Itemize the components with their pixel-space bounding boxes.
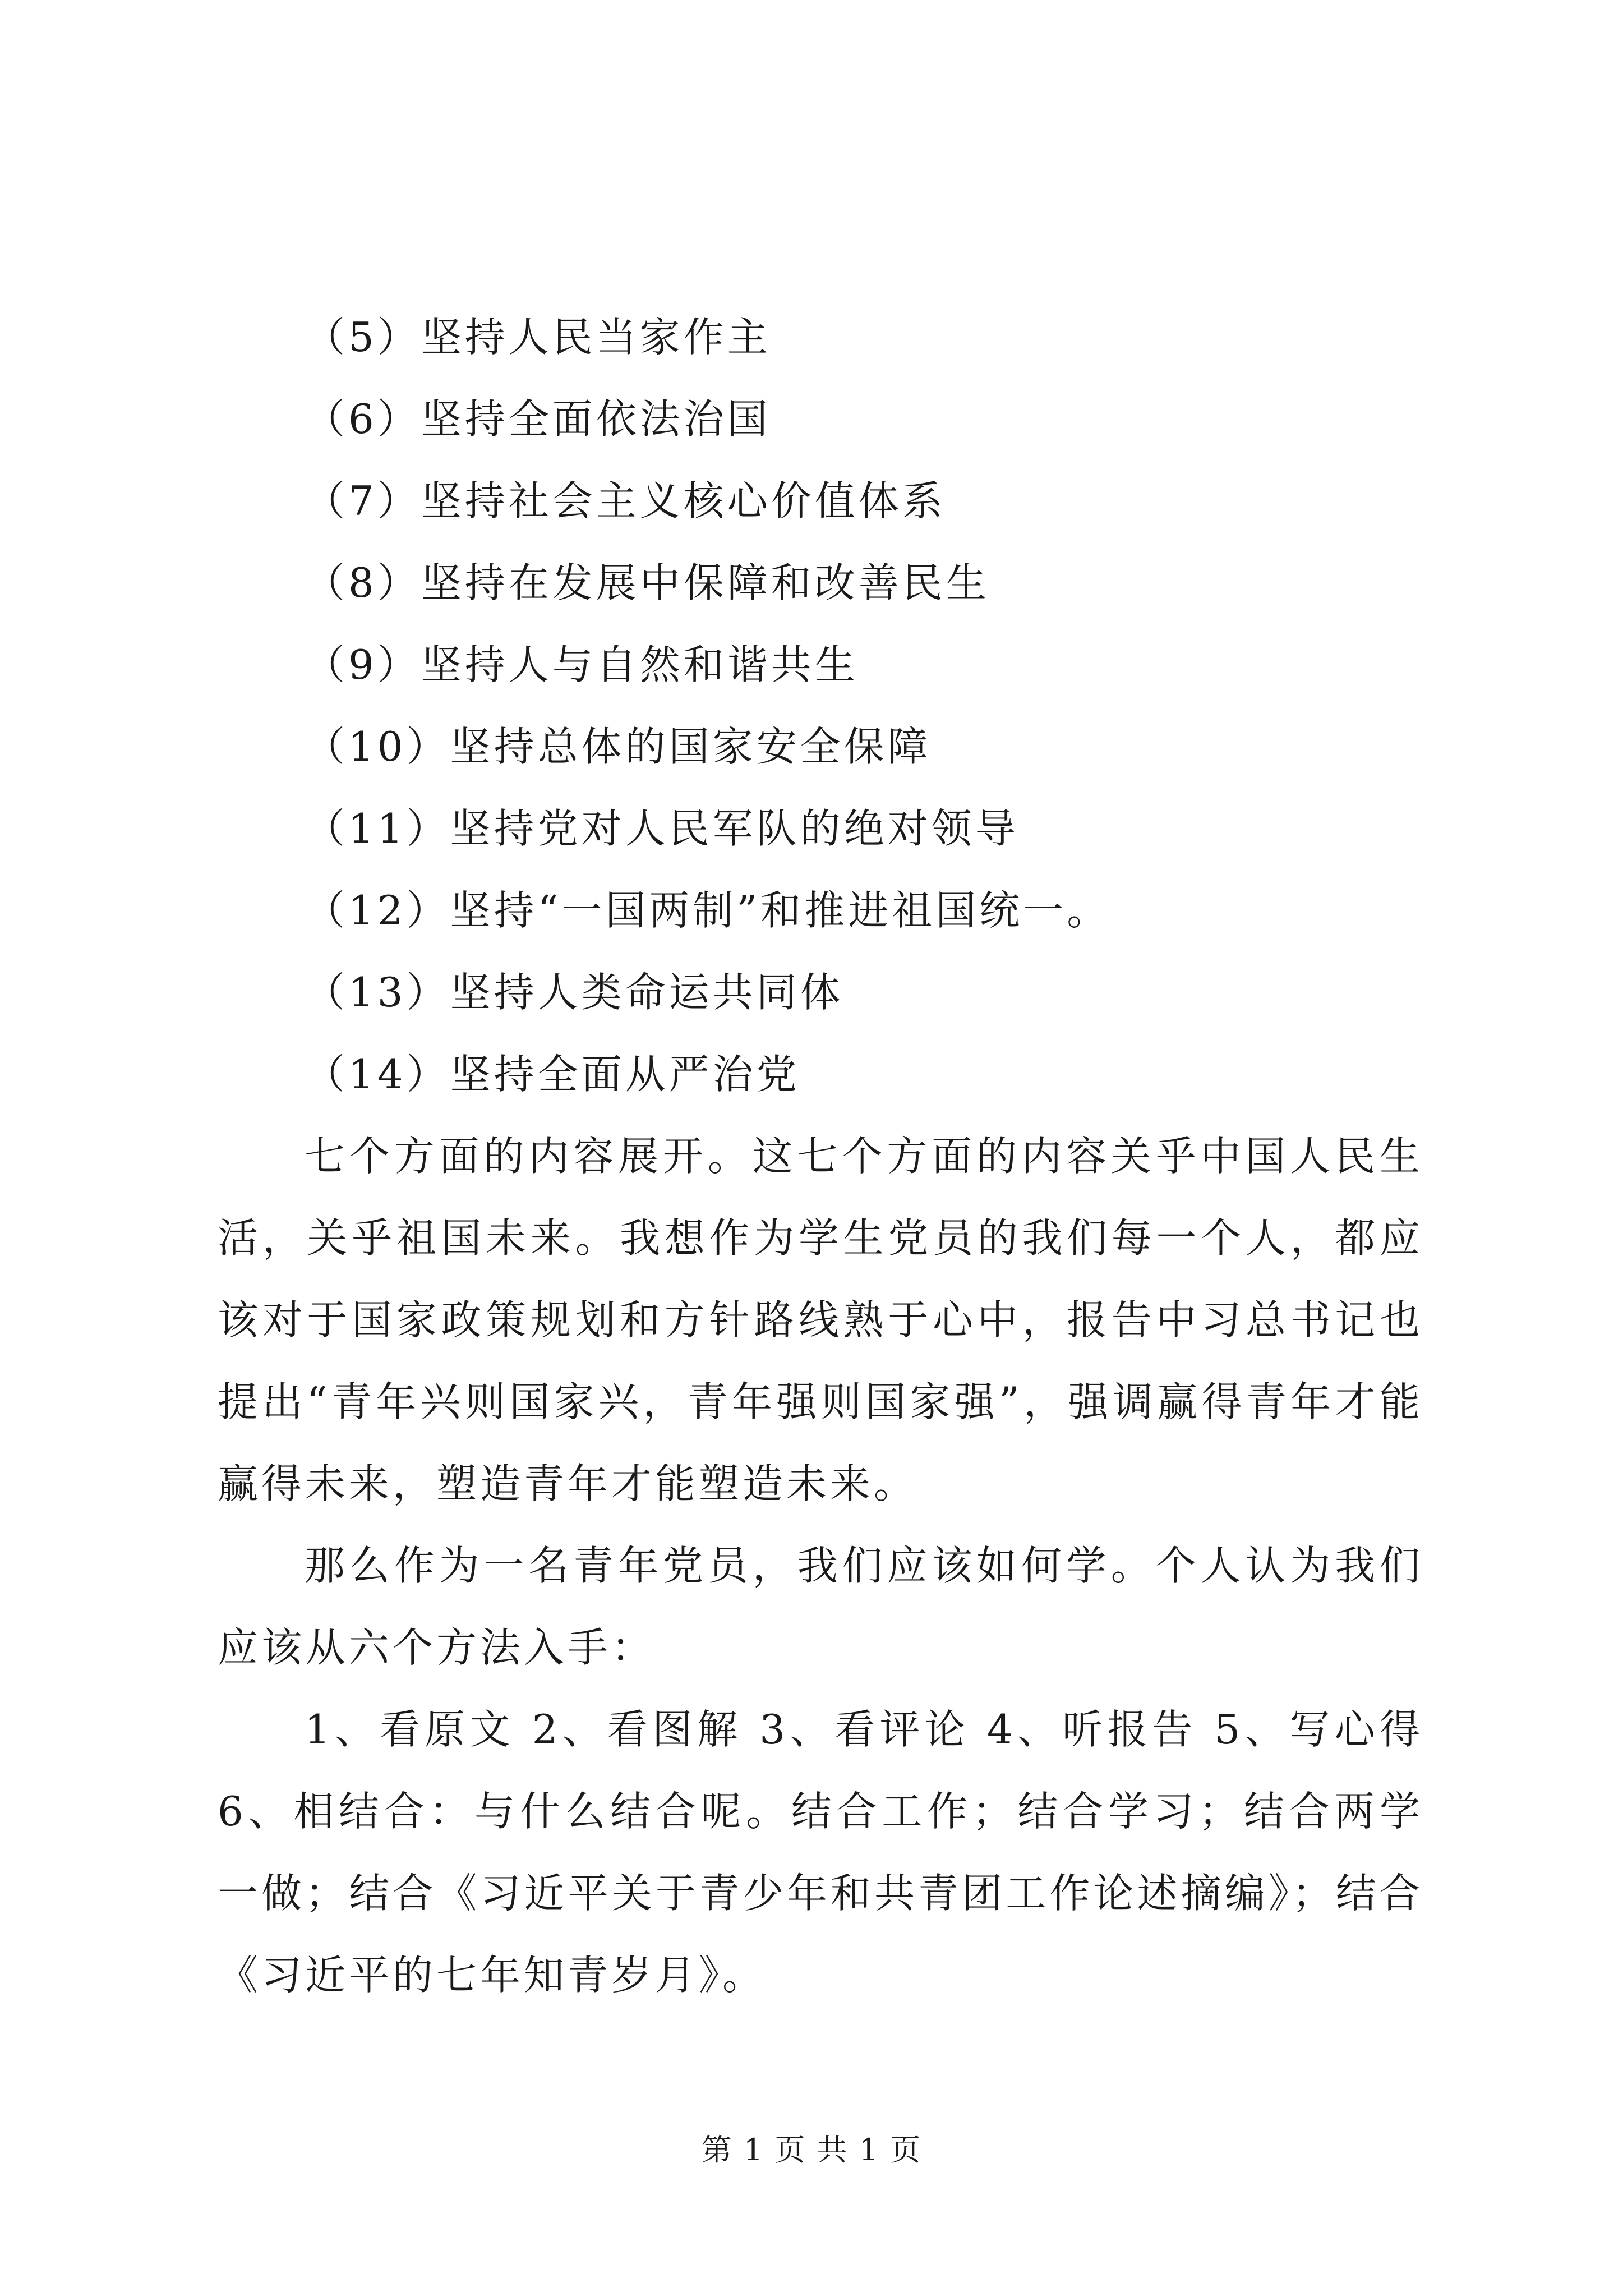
paragraph-six-methods: 1、看原文 2、看图解 3、看评论 4、听报告 5、写心得 6、相结合：与什么结合呢。结合工作；结合学习；结合两学一做；结合《习近平关于青少年和共青团工作论述摘编》；结合《习近平的七年知青岁月》。 <box>218 1706 1423 1999</box>
list-item: （13）坚持人类命运共同体 <box>305 969 844 1016</box>
list-item: （9）坚持人与自然和谐共生 <box>305 641 859 688</box>
list-item: （11）坚持党对人民军队的绝对领导 <box>305 805 1019 852</box>
list-item: （12）坚持“一国两制”和推进祖国统一。 <box>305 887 1111 934</box>
list-item: （7）坚持社会主义核心价值体系 <box>305 477 946 524</box>
document-body <box>218 296 1423 2016</box>
paragraph-seven-aspects: 七个方面的内容展开。这七个方面的内容关乎中国人民生活，关乎祖国未来。我想作为学生党员的我们每一个人，都应该对于国家政策规划和方针路线熟于心中，报告中习总书记也提出“青年兴则国家兴，青年强则国家强”，强调赢得青年才能赢得未来，塑造青年才能塑造未来。 <box>218 1133 1423 1507</box>
list-item: （10）坚持总体的国家安全保障 <box>305 723 932 770</box>
list-item: （14）坚持全面从严治党 <box>305 1051 800 1098</box>
paragraph-how-to-learn: 那么作为一名青年党员，我们应该如何学。个人认为我们应该从六个方法入手： <box>218 1542 1423 1671</box>
list-item: （8）坚持在发展中保障和改善民生 <box>305 559 990 606</box>
page-footer: 第 1 页 共 1 页 <box>701 2132 922 2168</box>
list-item: （5）坚持人民当家作主 <box>305 314 771 361</box>
list-item: （6）坚持全面依法治国 <box>305 395 771 443</box>
